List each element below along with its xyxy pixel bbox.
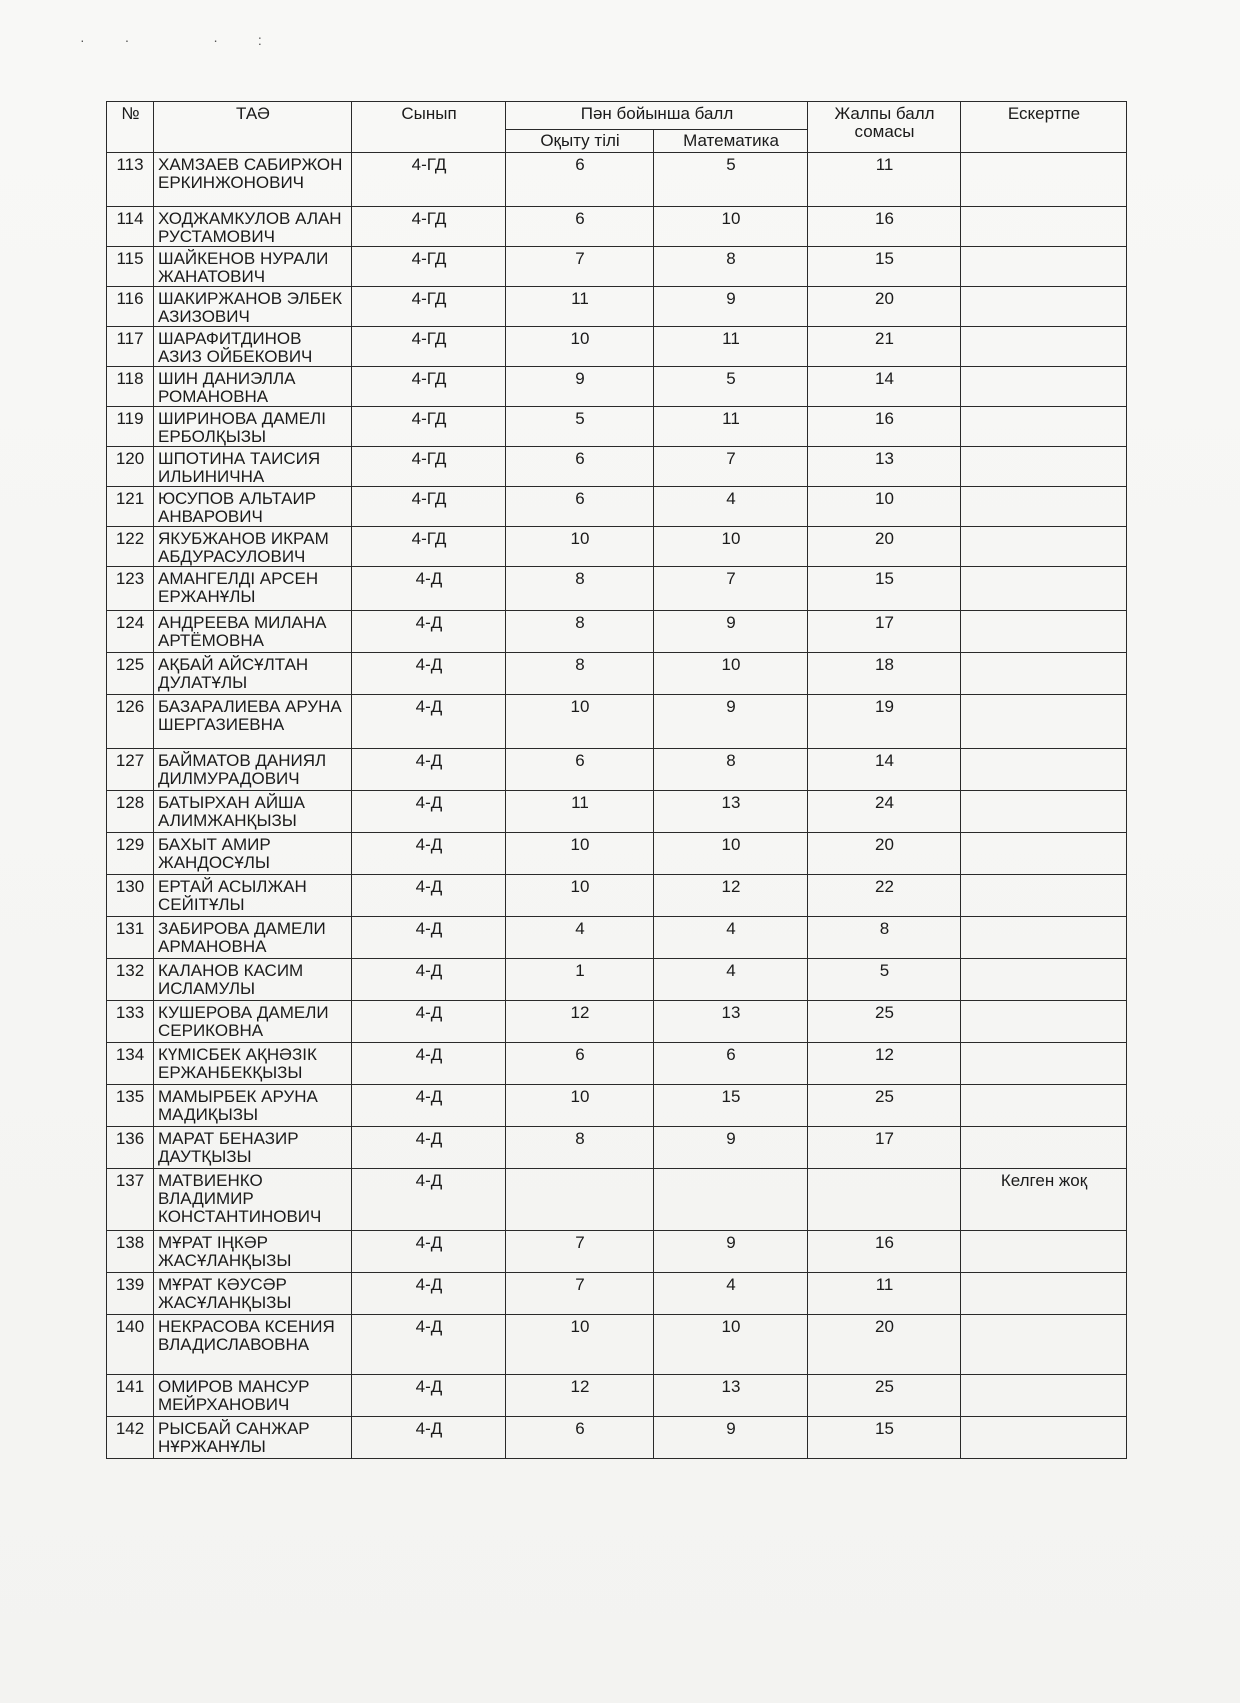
student-name: КАЛАНОВ КАСИМ ИСЛАМУЛЫ — [154, 959, 352, 1001]
total-score: 18 — [808, 653, 961, 695]
student-name: МАМЫРБЕК АРУНА МАДИҚЫЗЫ — [154, 1085, 352, 1127]
math-score: 4 — [654, 1273, 808, 1315]
student-name: БАЗАРАЛИЕВА АРУНА ШЕРГАЗИЕВНА — [154, 695, 352, 749]
row-number: 133 — [107, 1001, 154, 1043]
math-score: 5 — [654, 153, 808, 207]
total-score: 13 — [808, 447, 961, 487]
student-name: ШИРИНОВА ДАМЕЛІ ЕРБОЛҚЫЗЫ — [154, 407, 352, 447]
student-name: ЮСУПОВ АЛЬТАИР АНВАРОВИЧ — [154, 487, 352, 527]
note-cell — [961, 653, 1127, 695]
note-cell — [961, 447, 1127, 487]
language-score: 10 — [506, 695, 654, 749]
language-score: 7 — [506, 1231, 654, 1273]
table-row — [107, 207, 1127, 247]
total-score: 16 — [808, 207, 961, 247]
student-name: ШАРАФИТДИНОВ АЗИЗ ОЙБЕКОВИЧ — [154, 327, 352, 367]
class-cell: 4-Д — [352, 695, 506, 749]
table-row — [107, 1043, 1127, 1085]
language-score: 6 — [506, 1043, 654, 1085]
math-score: 13 — [654, 1001, 808, 1043]
note-cell — [961, 487, 1127, 527]
table-row — [107, 917, 1127, 959]
class-cell: 4-ГД — [352, 247, 506, 287]
total-score: 19 — [808, 695, 961, 749]
row-number: 116 — [107, 287, 154, 327]
table-row — [107, 1231, 1127, 1273]
total-score — [808, 1169, 961, 1231]
row-number: 141 — [107, 1375, 154, 1417]
class-cell: 4-ГД — [352, 287, 506, 327]
math-score: 8 — [654, 749, 808, 791]
scan-specks: ·· ·: — [80, 32, 302, 48]
total-score: 17 — [808, 611, 961, 653]
language-score: 6 — [506, 153, 654, 207]
class-cell: 4-Д — [352, 959, 506, 1001]
note-cell — [961, 1375, 1127, 1417]
student-name: ШИН ДАНИЭЛЛА РОМАНОВНА — [154, 367, 352, 407]
class-cell: 4-Д — [352, 875, 506, 917]
row-number: 125 — [107, 653, 154, 695]
note-cell — [961, 207, 1127, 247]
note-cell — [961, 1001, 1127, 1043]
language-score — [506, 1169, 654, 1231]
total-score: 15 — [808, 567, 961, 611]
math-score: 9 — [654, 1231, 808, 1273]
row-number: 132 — [107, 959, 154, 1001]
row-number: 136 — [107, 1127, 154, 1169]
language-score: 8 — [506, 567, 654, 611]
note-cell — [961, 153, 1127, 207]
language-score: 6 — [506, 447, 654, 487]
class-cell: 4-Д — [352, 1085, 506, 1127]
math-score: 8 — [654, 247, 808, 287]
language-score: 6 — [506, 207, 654, 247]
table-row — [107, 327, 1127, 367]
student-name: ХОДЖАМКУЛОВ АЛАН РУСТАМОВИЧ — [154, 207, 352, 247]
math-score: 9 — [654, 1127, 808, 1169]
math-score: 10 — [654, 1315, 808, 1375]
row-number: 122 — [107, 527, 154, 567]
total-score: 11 — [808, 1273, 961, 1315]
language-score: 10 — [506, 1315, 654, 1375]
row-number: 129 — [107, 833, 154, 875]
table-row — [107, 527, 1127, 567]
math-score: 7 — [654, 567, 808, 611]
language-score: 1 — [506, 959, 654, 1001]
table-row — [107, 959, 1127, 1001]
class-cell: 4-Д — [352, 1169, 506, 1231]
student-name: БАТЫРХАН АЙША АЛИМЖАНҚЫЗЫ — [154, 791, 352, 833]
table-row — [107, 567, 1127, 611]
row-number: 138 — [107, 1231, 154, 1273]
note-cell — [961, 527, 1127, 567]
table-row — [107, 1273, 1127, 1315]
row-number: 118 — [107, 367, 154, 407]
language-score: 7 — [506, 247, 654, 287]
total-score: 14 — [808, 367, 961, 407]
math-score: 9 — [654, 611, 808, 653]
language-score: 4 — [506, 917, 654, 959]
row-number: 117 — [107, 327, 154, 367]
student-name: МАТВИЕНКО ВЛАДИМИР КОНСТАНТИНОВИЧ — [154, 1169, 352, 1231]
student-name: КҮМІСБЕК АҚНӘЗІК ЕРЖАНБЕКҚЫЗЫ — [154, 1043, 352, 1085]
language-score: 9 — [506, 367, 654, 407]
header-name: ТАӘ — [154, 102, 352, 153]
row-number: 137 — [107, 1169, 154, 1231]
class-cell: 4-ГД — [352, 153, 506, 207]
student-name: МҰРАТ ІҢКӘР ЖАСҰЛАНҚЫЗЫ — [154, 1231, 352, 1273]
note-cell — [961, 327, 1127, 367]
language-score: 11 — [506, 287, 654, 327]
note-cell — [961, 367, 1127, 407]
language-score: 12 — [506, 1375, 654, 1417]
student-name: ЕРТАЙ АСЫЛЖАН СЕЙІТҰЛЫ — [154, 875, 352, 917]
note-cell — [961, 1231, 1127, 1273]
header-language: Оқыту тілі — [506, 130, 654, 153]
math-score: 10 — [654, 833, 808, 875]
math-score: 4 — [654, 959, 808, 1001]
student-name: НЕКРАСОВА КСЕНИЯ ВЛАДИСЛАВОВНА — [154, 1315, 352, 1375]
math-score: 9 — [654, 287, 808, 327]
math-score: 15 — [654, 1085, 808, 1127]
row-number: 114 — [107, 207, 154, 247]
total-score: 8 — [808, 917, 961, 959]
student-name: БАХЫТ АМИР ЖАНДОСҰЛЫ — [154, 833, 352, 875]
header-class: Сынып — [352, 102, 506, 153]
language-score: 10 — [506, 833, 654, 875]
header-note: Ескертпе — [961, 102, 1127, 153]
table-row — [107, 153, 1127, 207]
note-cell — [961, 833, 1127, 875]
note-cell — [961, 959, 1127, 1001]
table-row — [107, 287, 1127, 327]
table-row — [107, 247, 1127, 287]
student-name: ХАМЗАЕВ САБИРЖОН ЕРКИНЖОНОВИЧ — [154, 153, 352, 207]
class-cell: 4-Д — [352, 1001, 506, 1043]
total-score: 14 — [808, 749, 961, 791]
table-row — [107, 1417, 1127, 1459]
class-cell: 4-Д — [352, 653, 506, 695]
class-cell: 4-Д — [352, 1315, 506, 1375]
language-score: 12 — [506, 1001, 654, 1043]
table-row — [107, 447, 1127, 487]
table-row — [107, 695, 1127, 749]
row-number: 127 — [107, 749, 154, 791]
header-row — [107, 102, 1127, 130]
note-cell — [961, 917, 1127, 959]
table-row — [107, 875, 1127, 917]
class-cell: 4-Д — [352, 1231, 506, 1273]
language-score: 6 — [506, 749, 654, 791]
row-number: 142 — [107, 1417, 154, 1459]
math-score: 10 — [654, 527, 808, 567]
total-score: 20 — [808, 287, 961, 327]
student-name: ШАКИРЖАНОВ ЭЛБЕК АЗИЗОВИЧ — [154, 287, 352, 327]
student-name: ШАЙКЕНОВ НУРАЛИ ЖАНАТОВИЧ — [154, 247, 352, 287]
language-score: 11 — [506, 791, 654, 833]
total-score: 25 — [808, 1001, 961, 1043]
row-number: 113 — [107, 153, 154, 207]
total-score: 21 — [808, 327, 961, 367]
language-score: 6 — [506, 1417, 654, 1459]
header-total: Жалпы балл сомасы — [808, 102, 961, 153]
row-number: 121 — [107, 487, 154, 527]
class-cell: 4-Д — [352, 833, 506, 875]
math-score: 5 — [654, 367, 808, 407]
note-cell: Келген жоқ — [961, 1169, 1127, 1231]
note-cell — [961, 611, 1127, 653]
total-score: 15 — [808, 1417, 961, 1459]
math-score: 11 — [654, 407, 808, 447]
total-score: 20 — [808, 1315, 961, 1375]
total-score: 5 — [808, 959, 961, 1001]
student-name: МҰРАТ КӘУСӘР ЖАСҰЛАНҚЫЗЫ — [154, 1273, 352, 1315]
note-cell — [961, 1127, 1127, 1169]
total-score: 22 — [808, 875, 961, 917]
language-score: 8 — [506, 1127, 654, 1169]
class-cell: 4-Д — [352, 749, 506, 791]
student-name: АҚБАЙ АЙСҰЛТАН ДУЛАТҰЛЫ — [154, 653, 352, 695]
table-row — [107, 791, 1127, 833]
math-score: 10 — [654, 207, 808, 247]
class-cell: 4-ГД — [352, 367, 506, 407]
student-name: АНДРЕЕВА МИЛАНА АРТЁМОВНА — [154, 611, 352, 653]
note-cell — [961, 1043, 1127, 1085]
math-score: 6 — [654, 1043, 808, 1085]
math-score: 9 — [654, 695, 808, 749]
note-cell — [961, 407, 1127, 447]
row-number: 128 — [107, 791, 154, 833]
row-number: 130 — [107, 875, 154, 917]
math-score: 7 — [654, 447, 808, 487]
note-cell — [961, 1273, 1127, 1315]
table-row — [107, 1001, 1127, 1043]
note-cell — [961, 1417, 1127, 1459]
language-score: 7 — [506, 1273, 654, 1315]
table-row — [107, 1085, 1127, 1127]
math-score: 4 — [654, 917, 808, 959]
header-subject-group: Пән бойынша балл — [506, 102, 808, 130]
table-body — [107, 153, 1127, 1459]
student-name: БАЙМАТОВ ДАНИЯЛ ДИЛМУРАДОВИЧ — [154, 749, 352, 791]
class-cell: 4-Д — [352, 611, 506, 653]
language-score: 10 — [506, 875, 654, 917]
class-cell: 4-Д — [352, 917, 506, 959]
note-cell — [961, 1315, 1127, 1375]
student-name: ЗАБИРОВА ДАМЕЛИ АРМАНОВНА — [154, 917, 352, 959]
language-score: 10 — [506, 327, 654, 367]
table-row — [107, 749, 1127, 791]
total-score: 25 — [808, 1085, 961, 1127]
class-cell: 4-ГД — [352, 407, 506, 447]
class-cell: 4-ГД — [352, 527, 506, 567]
table-row — [107, 611, 1127, 653]
row-number: 140 — [107, 1315, 154, 1375]
class-cell: 4-Д — [352, 1127, 506, 1169]
student-name: КУШЕРОВА ДАМЕЛИ СЕРИКОВНА — [154, 1001, 352, 1043]
math-score: 13 — [654, 1375, 808, 1417]
class-cell: 4-Д — [352, 567, 506, 611]
table-row — [107, 1169, 1127, 1231]
table-row — [107, 1315, 1127, 1375]
note-cell — [961, 1085, 1127, 1127]
student-name: РЫСБАЙ САНЖАР НҰРЖАНҰЛЫ — [154, 1417, 352, 1459]
note-cell — [961, 287, 1127, 327]
total-score: 15 — [808, 247, 961, 287]
table-row — [107, 653, 1127, 695]
student-name: ОМИРОВ МАНСУР МЕЙРХАНОВИЧ — [154, 1375, 352, 1417]
class-cell: 4-ГД — [352, 327, 506, 367]
row-number: 126 — [107, 695, 154, 749]
class-cell: 4-Д — [352, 1375, 506, 1417]
class-cell: 4-ГД — [352, 207, 506, 247]
row-number: 131 — [107, 917, 154, 959]
table-row — [107, 1375, 1127, 1417]
row-number: 124 — [107, 611, 154, 653]
math-score: 10 — [654, 653, 808, 695]
note-cell — [961, 749, 1127, 791]
class-cell: 4-ГД — [352, 447, 506, 487]
math-score: 13 — [654, 791, 808, 833]
note-cell — [961, 567, 1127, 611]
note-cell — [961, 875, 1127, 917]
total-score: 16 — [808, 407, 961, 447]
header-no: № — [107, 102, 154, 153]
row-number: 134 — [107, 1043, 154, 1085]
class-cell: 4-Д — [352, 1273, 506, 1315]
math-score: 11 — [654, 327, 808, 367]
row-number: 123 — [107, 567, 154, 611]
language-score: 8 — [506, 611, 654, 653]
table-row — [107, 487, 1127, 527]
total-score: 16 — [808, 1231, 961, 1273]
language-score: 8 — [506, 653, 654, 695]
total-score: 11 — [808, 153, 961, 207]
total-score: 20 — [808, 833, 961, 875]
table-row — [107, 833, 1127, 875]
total-score: 12 — [808, 1043, 961, 1085]
row-number: 120 — [107, 447, 154, 487]
table-row — [107, 367, 1127, 407]
total-score: 24 — [808, 791, 961, 833]
note-cell — [961, 791, 1127, 833]
row-number: 139 — [107, 1273, 154, 1315]
row-number: 119 — [107, 407, 154, 447]
language-score: 10 — [506, 1085, 654, 1127]
student-name: АМАНГЕЛДІ АРСЕН ЕРЖАНҰЛЫ — [154, 567, 352, 611]
class-cell: 4-Д — [352, 1043, 506, 1085]
header-math: Математика — [654, 130, 808, 153]
total-score: 10 — [808, 487, 961, 527]
total-score: 25 — [808, 1375, 961, 1417]
table-row — [107, 1127, 1127, 1169]
student-name: ШПОТИНА ТАИСИЯ ИЛЬИНИЧНА — [154, 447, 352, 487]
total-score: 20 — [808, 527, 961, 567]
language-score: 5 — [506, 407, 654, 447]
row-number: 115 — [107, 247, 154, 287]
table-row — [107, 407, 1127, 447]
note-cell — [961, 247, 1127, 287]
class-cell: 4-ГД — [352, 487, 506, 527]
total-score: 17 — [808, 1127, 961, 1169]
math-score: 9 — [654, 1417, 808, 1459]
student-name: ЯКУБЖАНОВ ИКРАМ АБДУРАСУЛОВИЧ — [154, 527, 352, 567]
results-table — [106, 101, 1127, 1459]
class-cell: 4-Д — [352, 1417, 506, 1459]
math-score — [654, 1169, 808, 1231]
row-number: 135 — [107, 1085, 154, 1127]
language-score: 6 — [506, 487, 654, 527]
student-name: МАРАТ БЕНАЗИР ДАУТҚЫЗЫ — [154, 1127, 352, 1169]
note-cell — [961, 695, 1127, 749]
math-score: 4 — [654, 487, 808, 527]
language-score: 10 — [506, 527, 654, 567]
class-cell: 4-Д — [352, 791, 506, 833]
math-score: 12 — [654, 875, 808, 917]
